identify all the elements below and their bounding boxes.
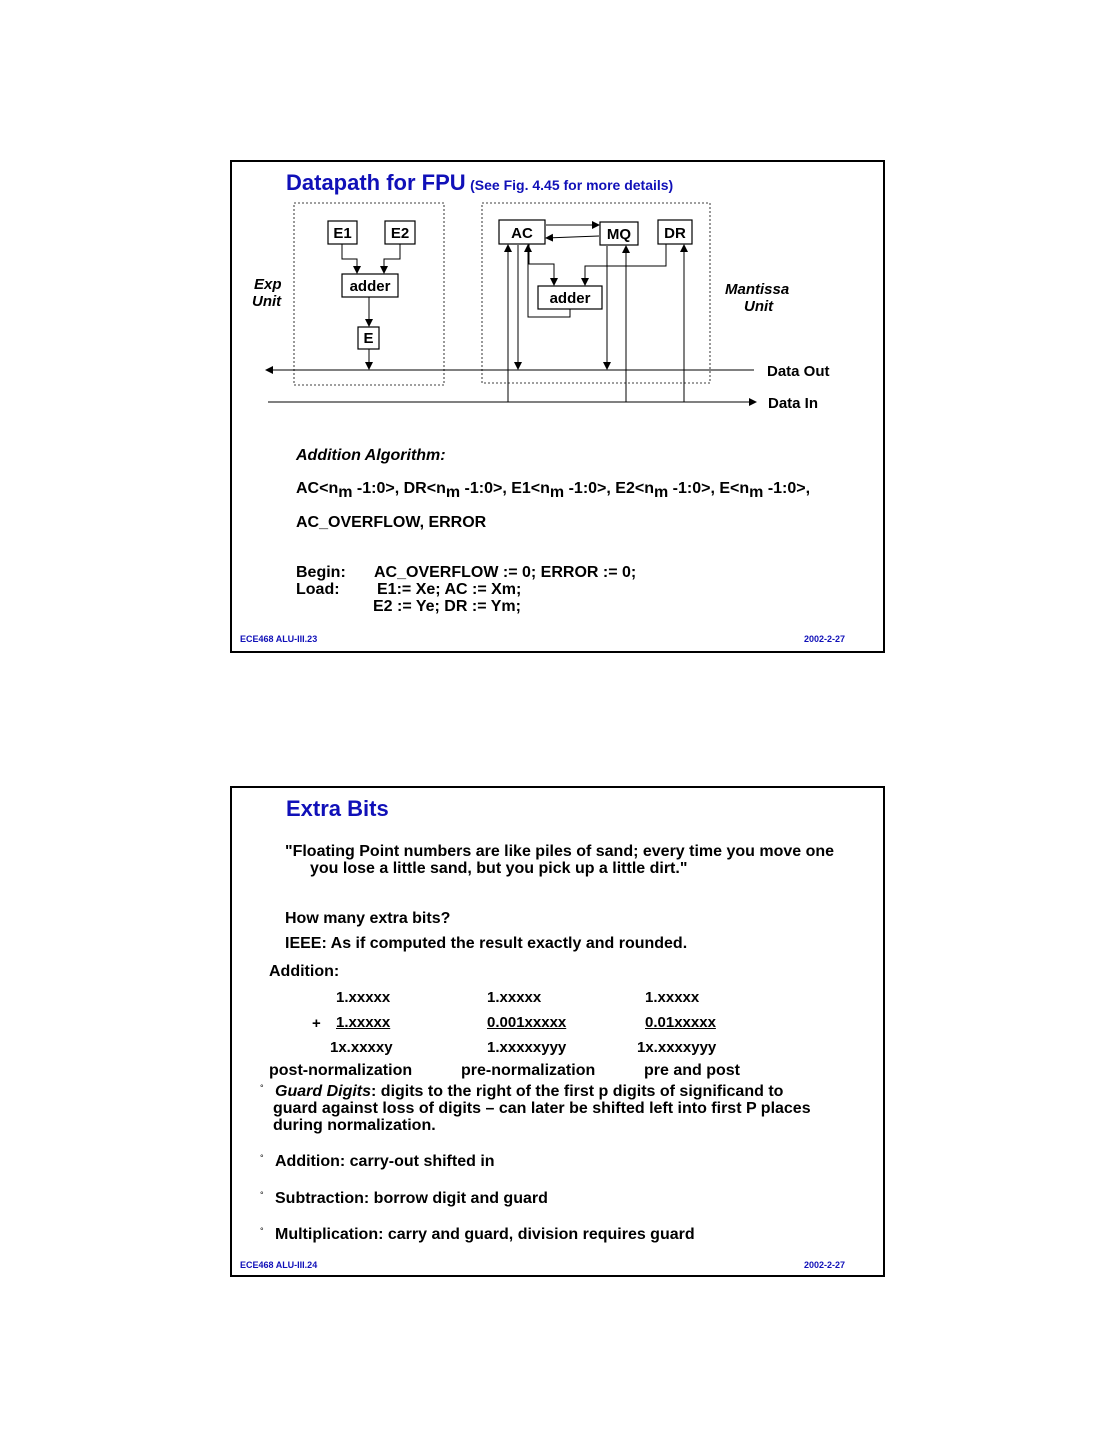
exp-unit-label-1: Exp [254, 276, 282, 293]
ac-label: AC [511, 225, 533, 242]
footer-left: ECE468 ALU-III.23 [240, 634, 318, 644]
bullet-marker: ° [260, 1226, 264, 1236]
footer-right: 2002-2-27 [804, 1260, 846, 1270]
e2-to-adder-wire [384, 244, 400, 273]
example1-label: post-normalization [269, 1062, 413, 1079]
e1-label: E1 [333, 225, 352, 242]
slide-extra-bits [230, 786, 885, 1277]
mq-to-ac-wire [546, 236, 599, 238]
quote-line-1: "Floating Point numbers are like piles of sand; every time you move one [285, 843, 835, 860]
bullet-multiplication: Multiplication: carry and guard, division requires guard [275, 1226, 695, 1243]
decl-e: $E<n_m$ -1:0>, [719, 480, 811, 501]
decl-e1: $E1<n_m$ -1:0>, [511, 480, 616, 501]
e1-to-adder-wire [342, 244, 357, 273]
addition-label: Addition: [269, 963, 340, 980]
begin-code: AC_OVERFLOW := 0; ERROR := 0; [374, 564, 637, 581]
footer-left: ECE468 ALU-III.24 [240, 1260, 318, 1270]
mq-label: MQ [606, 226, 632, 243]
load-code-2: E2 := Ye; DR := Ym; [373, 598, 521, 615]
bullet-marker: ° [260, 1083, 264, 1093]
fpu-datapath-diagram [232, 162, 883, 422]
load-code-1: E1:= Xe; AC := Xm; [377, 581, 522, 598]
ac-to-adder-wire [529, 244, 554, 285]
register-declarations [296, 480, 810, 502]
bullet-subtraction: Subtraction: borrow digit and guard [275, 1190, 548, 1207]
exp-unit-label-2: Unit [252, 293, 282, 310]
data-out-label: Data Out [767, 363, 830, 380]
guard-digits-line-2: guard against loss of digits – can later be shifted left into first P places [273, 1100, 811, 1117]
example2-label: pre-normalization [461, 1062, 596, 1079]
guard-digits-line-1 [275, 1083, 783, 1101]
slide-datapath-fpu [230, 160, 885, 653]
decl-ac: $AC<n_m$ -1:0>, [296, 480, 404, 501]
example1-operand-a: 1.xxxxx [336, 989, 391, 1006]
bullet-marker: ° [260, 1153, 264, 1163]
example1-operand-b: 1.xxxxx [336, 1014, 391, 1031]
mantissa-adder-label: adder [549, 290, 591, 307]
guard-digits-term: Guard Digits [275, 1083, 372, 1100]
begin-label: Begin: [296, 564, 346, 581]
example3-operand-b: 0.01xxxxx [645, 1014, 716, 1031]
register-declarations-line2: AC_OVERFLOW, ERROR [296, 514, 487, 531]
decl-dr: $DR<n_m$ -1:0>, [403, 480, 512, 501]
guard-digits-line-3: during normalization. [273, 1117, 436, 1134]
guard-digits-text-1: : digits to the right of the first p digits of significand to [371, 1083, 784, 1100]
decl-e2: $E2<n_m$ -1:0>, [615, 480, 720, 501]
exp-adder-label: adder [349, 278, 391, 295]
example2-operand-b: 0.001xxxxx [487, 1014, 567, 1031]
bullet-marker: ° [260, 1190, 264, 1200]
slide-title: Extra Bits [286, 796, 389, 821]
extra-bits-question: How many extra bits? [285, 910, 451, 927]
example3-label: pre and post [644, 1062, 741, 1079]
example1-result: 1x.xxxxy [330, 1039, 393, 1056]
ieee-statement: IEEE: As if computed the result exactly and rounded. [285, 935, 688, 952]
example3-result: 1x.xxxxyyy [637, 1039, 717, 1056]
example2-operand-a: 1.xxxxx [487, 989, 542, 1006]
load-label: Load: [296, 581, 340, 598]
e2-label: E2 [390, 225, 410, 242]
mantissa-unit-label-1: Mantissa [725, 281, 790, 298]
bullet-addition: Addition: carry-out shifted in [275, 1153, 495, 1170]
slide-subtitle: (See Fig. 4.45 for more details) [470, 177, 674, 193]
example2-result: 1.xxxxxyyy [487, 1039, 567, 1056]
slide-title: Datapath for FPU [286, 170, 466, 195]
footer-right: 2002-2-27 [804, 634, 846, 644]
algorithm-title: Addition Algorithm: [296, 447, 446, 464]
plus-sign: + [312, 1015, 321, 1032]
dr-label: DR [664, 225, 686, 242]
quote-line-2: you lose a little sand, but you pick up a little dirt." [310, 860, 688, 877]
example3-operand-a: 1.xxxxx [645, 989, 700, 1006]
mantissa-unit-label-2: Unit [744, 298, 774, 315]
e-label: E [363, 330, 374, 347]
data-in-label: Data In [768, 395, 819, 412]
